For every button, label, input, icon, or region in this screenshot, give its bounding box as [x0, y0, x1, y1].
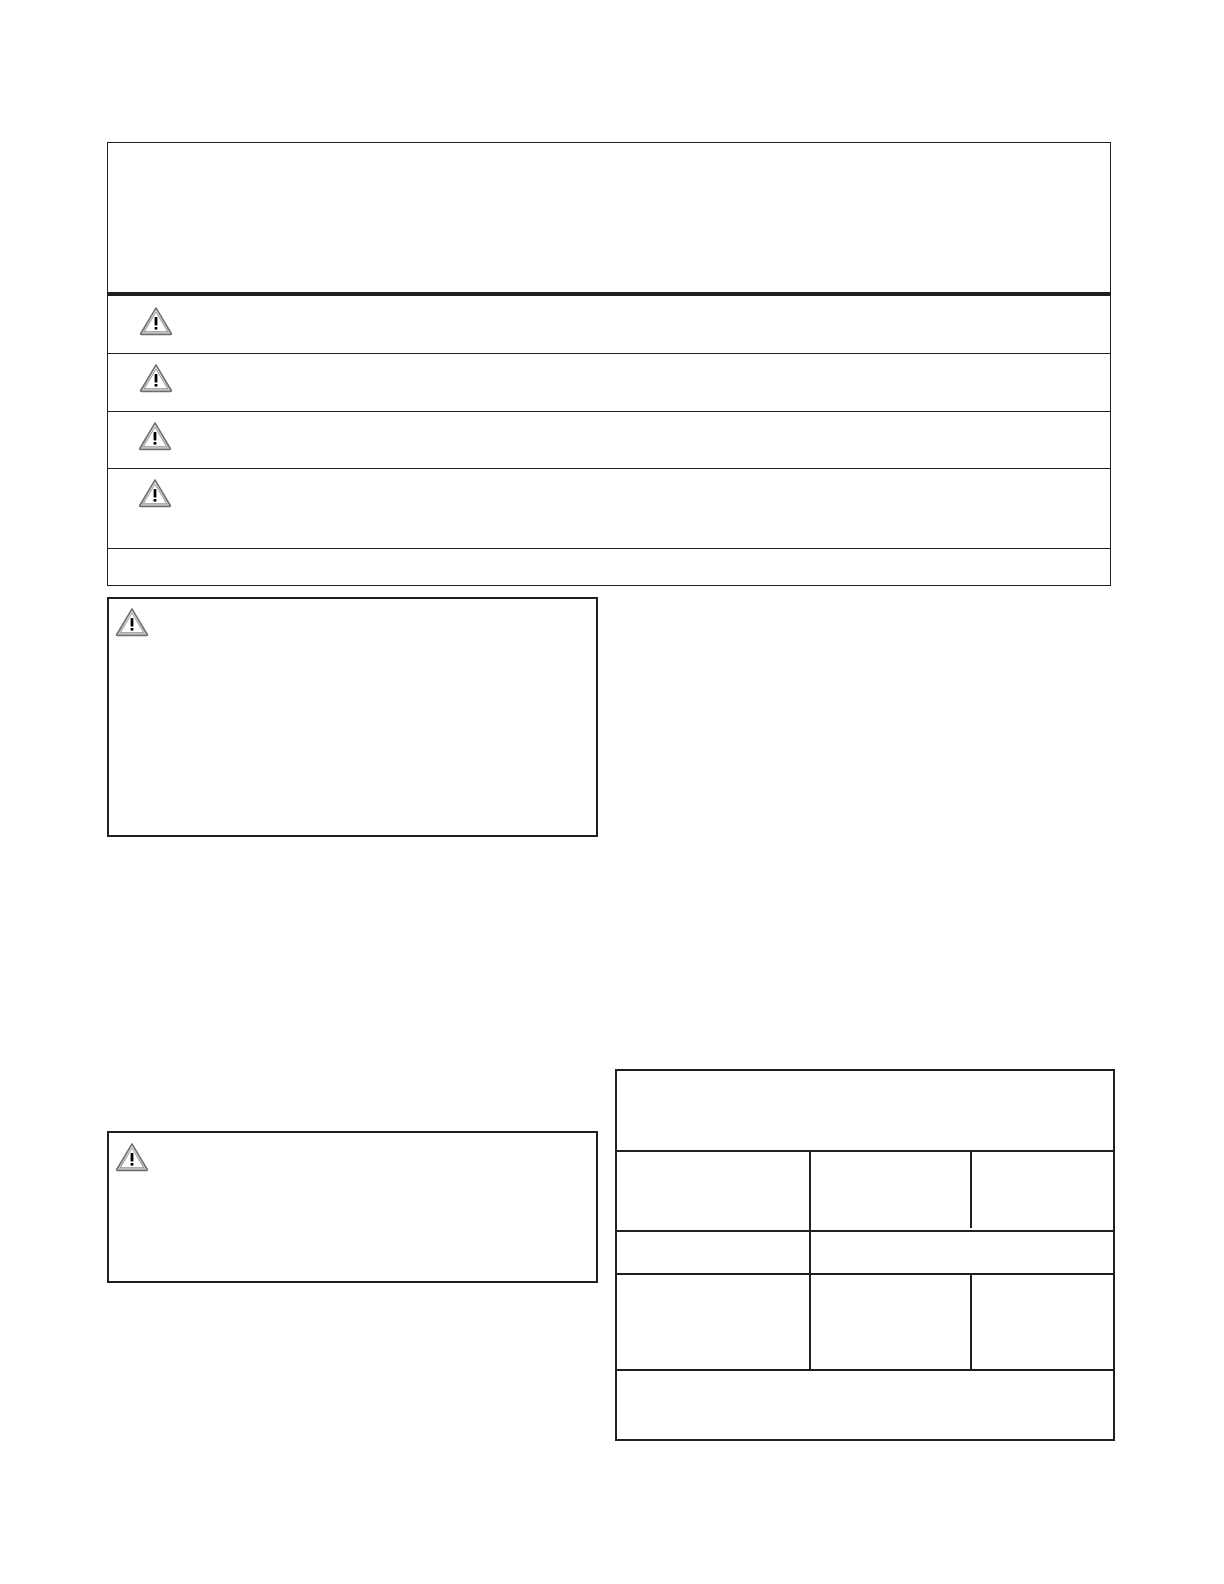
warning-triangle-icon — [139, 363, 173, 393]
spec-table-col-divider — [809, 1273, 811, 1369]
warning-triangle-icon — [138, 478, 172, 508]
hazard-row-divider — [107, 468, 1111, 469]
spec-table-row-divider — [615, 1273, 1115, 1275]
warning-triangle-icon — [138, 421, 172, 451]
spec-table-row-divider — [615, 1150, 1115, 1152]
warning-box — [107, 1131, 598, 1283]
warning-triangle-icon — [139, 306, 173, 336]
warning-triangle-icon — [115, 607, 149, 637]
hazard-row-divider — [107, 548, 1111, 549]
spec-table — [615, 1069, 1115, 1441]
spec-table-row-divider — [615, 1369, 1115, 1371]
spec-table-col-divider — [970, 1273, 972, 1369]
spec-table-col-divider — [809, 1150, 811, 1230]
hazard-table — [107, 142, 1111, 586]
warning-triangle-icon — [115, 1142, 149, 1172]
hazard-row-divider — [107, 353, 1111, 354]
spec-table-row-divider — [615, 1230, 1115, 1232]
hazard-table-header-divider — [107, 292, 1111, 296]
spec-table-col-divider — [970, 1150, 972, 1228]
hazard-row-divider — [107, 411, 1111, 412]
warning-box — [107, 597, 598, 837]
spec-table-col-divider — [809, 1230, 811, 1274]
